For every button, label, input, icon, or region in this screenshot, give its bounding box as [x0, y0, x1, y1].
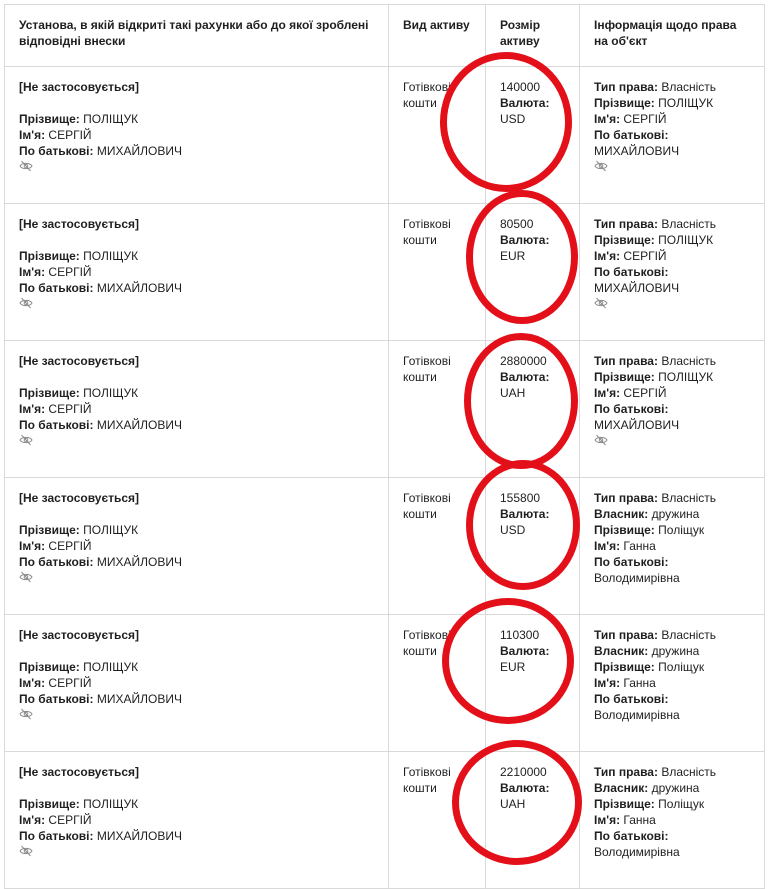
surname-value: ПОЛІЩУК	[83, 523, 139, 537]
asset-type-cell: Готівкові кошти	[389, 204, 486, 341]
not-applicable-label: [Не застосовується]	[19, 217, 140, 231]
rights-surname-label: Прізвище:	[594, 660, 655, 674]
currency-label: Валюта:	[500, 781, 550, 795]
rights-first-name-label: Ім'я:	[594, 386, 621, 400]
rights-surname-label: Прізвище:	[594, 523, 655, 537]
rights-first-name-line	[594, 248, 750, 264]
eye-slash-icon[interactable]	[594, 434, 608, 446]
rights-patronymic-label: По батькові:	[594, 128, 669, 142]
owner-line	[594, 780, 750, 796]
rights-surname-value: ПОЛІЩУК	[658, 96, 714, 110]
currency-label: Валюта:	[500, 96, 550, 110]
rights-first-name-value: Ганна	[623, 813, 656, 827]
rights-first-name-line	[594, 111, 750, 127]
surname-value: ПОЛІЩУК	[83, 797, 139, 811]
not-applicable-label: [Не застосовується]	[19, 628, 140, 642]
surname-value: ПОЛІЩУК	[83, 112, 139, 126]
right-type-line	[594, 764, 750, 780]
institution-cell	[5, 67, 389, 204]
asset-size-cell	[486, 615, 580, 752]
first-name-line	[19, 264, 374, 280]
owner-label: Власник:	[594, 781, 649, 795]
rights-patronymic-value: МИХАЙЛОВИЧ	[594, 418, 680, 432]
rights-first-name-line	[594, 538, 750, 554]
table-row	[5, 204, 765, 341]
eye-slash-icon[interactable]	[19, 297, 33, 309]
eye-slash-icon[interactable]	[594, 297, 608, 309]
currency-label: Валюта:	[500, 370, 550, 384]
rights-patronymic-label: По батькові:	[594, 555, 669, 569]
rights-info-cell	[580, 341, 765, 478]
header-rights-info: Інформація щодо права на об'єкт	[580, 5, 765, 67]
currency-value: UAH	[500, 797, 526, 811]
currency-label: Валюта:	[500, 507, 550, 521]
not-applicable-label: [Не застосовується]	[19, 80, 140, 94]
currency-label: Валюта:	[500, 233, 550, 247]
rights-info-cell	[580, 615, 765, 752]
first-name-label: Ім'я:	[19, 813, 46, 827]
right-type-value: Власність	[661, 491, 717, 505]
eye-slash-icon[interactable]	[19, 434, 33, 446]
first-name-value: СЕРГІЙ	[48, 265, 92, 279]
first-name-line	[19, 675, 374, 691]
right-type-label: Тип права:	[594, 354, 658, 368]
right-type-label: Тип права:	[594, 628, 658, 642]
right-type-value: Власність	[661, 80, 717, 94]
patronymic-label: По батькові:	[19, 829, 94, 843]
surname-value: ПОЛІЩУК	[83, 386, 139, 400]
table-row	[5, 752, 765, 889]
rights-first-name-value: СЕРГІЙ	[623, 249, 667, 263]
rights-info-cell	[580, 752, 765, 889]
institution-cell	[5, 341, 389, 478]
rights-surname-value: ПОЛІЩУК	[658, 233, 714, 247]
first-name-line	[19, 401, 374, 417]
rights-patronymic-value: Володимирівна	[594, 571, 680, 585]
asset-type-cell: Готівкові кошти	[389, 67, 486, 204]
owner-label: Власник:	[594, 507, 649, 521]
rights-first-name-label: Ім'я:	[594, 112, 621, 126]
eye-slash-icon[interactable]	[19, 845, 33, 857]
rights-first-name-line	[594, 675, 750, 691]
rights-surname-line	[594, 522, 750, 538]
header-asset-size: Розмір активу	[486, 5, 580, 67]
patronymic-label: По батькові:	[19, 418, 94, 432]
right-type-label: Тип права:	[594, 80, 658, 94]
surname-line	[19, 522, 374, 538]
not-applicable-label: [Не застосовується]	[19, 491, 140, 505]
owner-line	[594, 643, 750, 659]
rights-first-name-label: Ім'я:	[594, 539, 621, 553]
amount-value: 2880000	[500, 354, 547, 368]
surname-label: Прізвище:	[19, 112, 80, 126]
asset-size-cell	[486, 204, 580, 341]
first-name-value: СЕРГІЙ	[48, 813, 92, 827]
surname-line	[19, 796, 374, 812]
amount-value: 155800	[500, 491, 541, 505]
first-name-label: Ім'я:	[19, 265, 46, 279]
first-name-line	[19, 538, 374, 554]
rights-patronymic-value: МИХАЙЛОВИЧ	[594, 144, 680, 158]
header-institution: Установа, в якій відкриті такі рахунки або до якої зроблені відповідні внески	[5, 5, 389, 67]
rights-surname-line	[594, 232, 750, 248]
surname-label: Прізвище:	[19, 660, 80, 674]
patronymic-line	[19, 828, 374, 844]
asset-size-cell	[486, 341, 580, 478]
eye-slash-icon[interactable]	[19, 708, 33, 720]
rights-first-name-label: Ім'я:	[594, 249, 621, 263]
rights-info-cell	[580, 478, 765, 615]
patronymic-label: По батькові:	[19, 555, 94, 569]
right-type-line	[594, 490, 750, 506]
owner-line	[594, 506, 750, 522]
table-header-row	[5, 5, 765, 67]
right-type-line	[594, 216, 750, 232]
table-row	[5, 341, 765, 478]
surname-line	[19, 385, 374, 401]
currency-value: UAH	[500, 386, 526, 400]
right-type-line	[594, 353, 750, 369]
rights-surname-value: Поліщук	[658, 797, 705, 811]
asset-size-cell	[486, 67, 580, 204]
rights-patronymic-value: МИХАЙЛОВИЧ	[594, 281, 680, 295]
institution-cell	[5, 478, 389, 615]
first-name-label: Ім'я:	[19, 402, 46, 416]
table-row	[5, 478, 765, 615]
right-type-label: Тип права:	[594, 765, 658, 779]
surname-label: Прізвище:	[19, 797, 80, 811]
patronymic-value: МИХАЙЛОВИЧ	[96, 418, 182, 432]
patronymic-value: МИХАЙЛОВИЧ	[96, 555, 182, 569]
right-type-value: Власність	[661, 765, 717, 779]
rights-info-cell	[580, 204, 765, 341]
patronymic-value: МИХАЙЛОВИЧ	[96, 144, 182, 158]
right-type-value: Власність	[661, 217, 717, 231]
patronymic-line	[19, 280, 374, 296]
institution-cell	[5, 752, 389, 889]
asset-type-cell: Готівкові кошти	[389, 341, 486, 478]
asset-type-cell: Готівкові кошти	[389, 478, 486, 615]
rights-surname-line	[594, 369, 750, 385]
first-name-label: Ім'я:	[19, 128, 46, 142]
rights-surname-line	[594, 659, 750, 675]
rights-surname-label: Прізвище:	[594, 797, 655, 811]
rights-patronymic-label: По батькові:	[594, 265, 669, 279]
rights-first-name-label: Ім'я:	[594, 813, 621, 827]
amount-value: 110300	[500, 628, 540, 642]
rights-patronymic-value: Володимирівна	[594, 708, 680, 722]
right-type-value: Власність	[661, 354, 717, 368]
owner-value: дружина	[651, 781, 700, 795]
asset-type-cell: Готівкові кошти	[389, 752, 486, 889]
surname-line	[19, 248, 374, 264]
owner-label: Власник:	[594, 644, 649, 658]
right-type-label: Тип права:	[594, 491, 658, 505]
first-name-value: СЕРГІЙ	[48, 128, 92, 142]
rights-first-name-label: Ім'я:	[594, 676, 621, 690]
rights-first-name-value: СЕРГІЙ	[623, 112, 667, 126]
patronymic-label: По батькові:	[19, 144, 94, 158]
asset-type-cell: Готівкові кошти	[389, 615, 486, 752]
amount-value: 80500	[500, 217, 534, 231]
rights-surname-label: Прізвище:	[594, 96, 655, 110]
rights-surname-value: Поліщук	[658, 523, 705, 537]
first-name-line	[19, 812, 374, 828]
rights-surname-value: Поліщук	[658, 660, 705, 674]
surname-value: ПОЛІЩУК	[83, 249, 139, 263]
surname-line	[19, 659, 374, 675]
rights-info-cell	[580, 67, 765, 204]
patronymic-label: По батькові:	[19, 692, 94, 706]
rights-first-name-value: Ганна	[623, 539, 656, 553]
right-type-label: Тип права:	[594, 217, 658, 231]
patronymic-value: МИХАЙЛОВИЧ	[96, 829, 182, 843]
currency-value: EUR	[500, 249, 526, 263]
first-name-label: Ім'я:	[19, 676, 46, 690]
rights-surname-line	[594, 796, 750, 812]
institution-cell	[5, 615, 389, 752]
table-row	[5, 67, 765, 204]
owner-value: дружина	[651, 507, 700, 521]
patronymic-line	[19, 554, 374, 570]
rights-patronymic-label: По батькові:	[594, 692, 669, 706]
first-name-value: СЕРГІЙ	[48, 676, 92, 690]
rights-first-name-line	[594, 812, 750, 828]
institution-cell	[5, 204, 389, 341]
asset-size-cell	[486, 752, 580, 889]
eye-slash-icon[interactable]	[19, 571, 33, 583]
table-row	[5, 615, 765, 752]
not-applicable-label: [Не застосовується]	[19, 765, 140, 779]
patronymic-line	[19, 143, 374, 159]
rights-surname-value: ПОЛІЩУК	[658, 370, 714, 384]
owner-value: дружина	[651, 644, 700, 658]
surname-line	[19, 111, 374, 127]
rights-first-name-value: Ганна	[623, 676, 656, 690]
currency-value: USD	[500, 112, 526, 126]
patronymic-line	[19, 417, 374, 433]
currency-value: EUR	[500, 660, 526, 674]
asset-size-cell	[486, 478, 580, 615]
surname-label: Прізвище:	[19, 523, 80, 537]
currency-label: Валюта:	[500, 644, 550, 658]
first-name-value: СЕРГІЙ	[48, 402, 92, 416]
first-name-value: СЕРГІЙ	[48, 539, 92, 553]
rights-first-name-line	[594, 385, 750, 401]
rights-patronymic-label: По батькові:	[594, 829, 669, 843]
currency-value: USD	[500, 523, 526, 537]
header-asset-type: Вид активу	[389, 5, 486, 67]
eye-slash-icon[interactable]	[19, 160, 33, 172]
rights-surname-line	[594, 95, 750, 111]
eye-slash-icon[interactable]	[594, 160, 608, 172]
not-applicable-label: [Не застосовується]	[19, 354, 140, 368]
patronymic-value: МИХАЙЛОВИЧ	[96, 692, 182, 706]
assets-table	[4, 4, 765, 889]
right-type-line	[594, 79, 750, 95]
rights-surname-label: Прізвище:	[594, 370, 655, 384]
rights-surname-label: Прізвище:	[594, 233, 655, 247]
right-type-value: Власність	[661, 628, 717, 642]
surname-label: Прізвище:	[19, 249, 80, 263]
right-type-line	[594, 627, 750, 643]
amount-value: 140000	[500, 80, 541, 94]
first-name-line	[19, 127, 374, 143]
patronymic-label: По батькові:	[19, 281, 94, 295]
first-name-label: Ім'я:	[19, 539, 46, 553]
amount-value: 2210000	[500, 765, 547, 779]
patronymic-line	[19, 691, 374, 707]
rights-first-name-value: СЕРГІЙ	[623, 386, 667, 400]
rights-patronymic-value: Володимирівна	[594, 845, 680, 859]
rights-patronymic-label: По батькові:	[594, 402, 669, 416]
patronymic-value: МИХАЙЛОВИЧ	[96, 281, 182, 295]
surname-label: Прізвище:	[19, 386, 80, 400]
surname-value: ПОЛІЩУК	[83, 660, 139, 674]
